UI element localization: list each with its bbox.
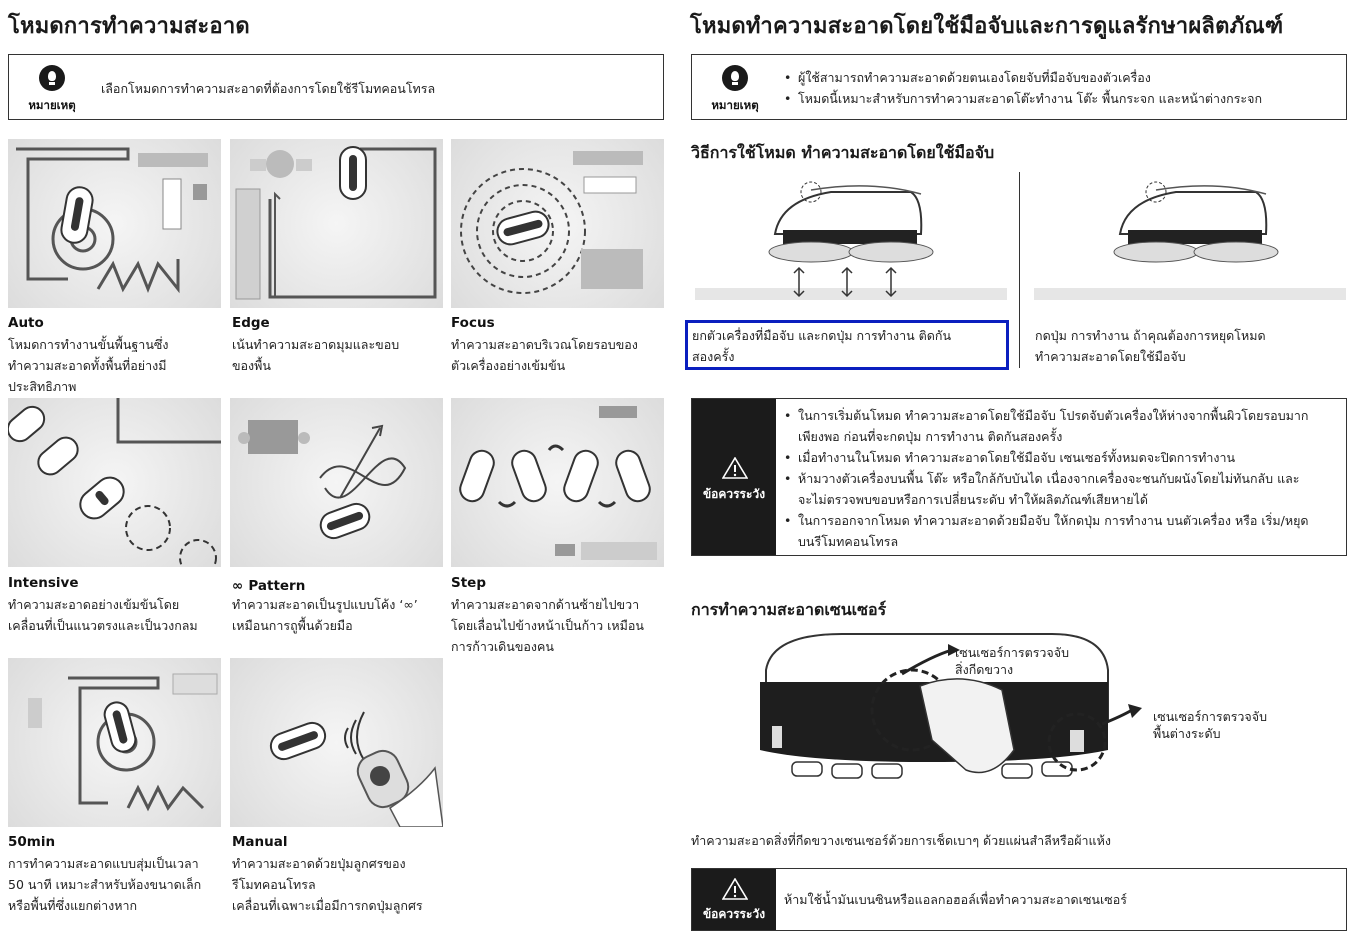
mode-name-50min: 50min [8,834,56,850]
step2-line: กดปุ่ม การทำงาน ถ้าคุณต้องการหยุดโหมด [1035,328,1266,343]
desc-line: ทำความสะอาดด้วยปุ่มลูกศรของ [232,856,406,871]
desc-line: ตัวเครื่องอย่างเข้มข้น [451,358,566,373]
mode-name-focus: Focus [451,315,495,331]
lightbulb-icon [39,65,65,91]
desc-line: 50 นาที เหมาะสำหรับห้องขนาดเล็ก [8,877,202,892]
infinity-icon: ∞ [232,578,244,594]
right-page-title: โหมดทำความสะอาดโดยใช้มือจับและการดูแลรักษาผลิตภัณฑ์ [690,14,1284,39]
mode-name-edge: Edge [232,315,270,331]
desc-line: ประสิทธิภาพ [8,379,77,394]
step1-line: ยกตัวเครื่องที่มือจับ และกดปุ่ม การทำงาน ติดกัน [692,328,952,343]
step-robots [457,447,653,504]
note-text: เลือกโหมดการทำความสะอาดที่ต้องการโดยใช้รีโมทคอนโทรล [101,81,436,96]
edge-mode-illustration [230,139,443,308]
mode-name-step: Step [451,575,486,591]
auto-mode-illustration [8,139,221,308]
cliff-sensor-label [1153,708,1267,742]
sensor-title: การทำความสะอาดเซนเซอร์ [691,600,887,619]
caution-item: • ห้ามวางตัวเครื่องบนพื้น โต๊ะ หรือใกล้กับบันได เนื่องจากเครื่องจะชนกับผนังโดยไม่ทันกลับ และ จะไม่ตรวจพบขอบหรือการเปลี่ยนระดับ ทำให้ผลิตภัณฑ์เสียหายได้ [784,468,1340,510]
caution-box [691,398,1347,556]
step1-text [688,323,1006,367]
mode-desc-edge [232,334,445,376]
caution-list [784,405,1340,552]
desc-line: เน้นทำความสะอาดมุมและขอบ [232,337,400,352]
howto-title: วิธีการใช้โหมด ทำความสะอาดโดยใช้มือจับ [691,143,995,162]
label-line: เซนเซอร์การตรวจจับ [955,645,1070,660]
note-label: หมายเหตุ [28,98,76,112]
step2-line: ทำความสะอาดโดยใช้มือจับ [1035,349,1186,364]
mode-name-intensive: Intensive [8,575,79,591]
caution2-text: ห้ามใช้น้ำมันเบนซินหรือแอลกอฮอล์เพื่อทำความสะอาดเซนเซอร์ [784,892,1127,907]
left-page-title: โหมดการทำความสะอาด [8,14,250,39]
mode-title-pattern-group [232,575,305,594]
desc-line: ทำความสะอาดอย่างเข้มข้นโดย [8,597,180,612]
handle-lift-illustration [691,170,1009,310]
desc-line: ทำความสะอาดทั้งพื้นที่อย่างมี [8,358,167,373]
column-divider [1019,172,1020,368]
note-item: • โหมดนี้เหมาะสำหรับการทำความสะอาดโต๊ะทำงาน โต๊ะ พื้นกระจก และหน้าต่างกระจก [784,88,1262,109]
caution-label-panel [692,869,776,930]
desc-line: โดยเลื่อนไปข้างหน้าเป็นก้าว เหมือน [451,618,644,633]
desc-line: เคลื่อนที่เป็นแนวตรงและเป็นวงกลม [8,618,198,633]
desc-line: หรือพื้นที่ซึ่งแยกต่างหาก [8,898,138,913]
intensive-mode-illustration [8,398,221,567]
note-box [8,54,664,120]
desc-line: รีโมทคอนโทรล [232,877,316,892]
desc-line: ทำความสะอาดบริเวณโดยรอบของ [451,337,638,352]
desc-line: การก้าวเดินของคน [451,639,554,654]
caution-item: • เมื่อทำงานในโหมด ทำความสะอาดโดยใช้มือจับ เซนเซอร์ทั้งหมดจะปิดการทำงาน [784,447,1340,468]
warning-triangle-icon [722,457,748,479]
note-box-right [691,54,1347,120]
note-label: หมายเหตุ [711,98,759,112]
mode-name-auto: Auto [8,315,44,331]
label-line: สิ่งกีดขวาง [955,662,1014,677]
mode-desc-intensive [8,594,221,636]
step2-text [1035,325,1347,367]
pattern-mode-illustration [230,398,443,567]
mode-desc-pattern [232,594,445,636]
caution-label-panel [692,399,776,555]
manual-mode-illustration [230,658,443,827]
obstacle-sensor-label [955,644,1069,678]
mode-desc-50min [8,853,221,916]
caution-label: ข้อควรระวัง [702,907,766,921]
mode-desc-auto [8,334,221,397]
label-line: พื้นต่างระดับ [1153,726,1221,741]
caution-item: • ในการออกจากโหมด ทำความสะอาดด้วยมือจับ ให้กดปุ่ม การทำงาน บนตัวเครื่อง หรือ เริ่ม/หยุด บนรีโมทคอนโทรล [784,510,1340,552]
50min-mode-illustration [8,658,221,827]
desc-line: โหมดการทำงานขั้นพื้นฐานซึ่ง [8,337,169,352]
focus-mode-illustration [451,139,664,308]
mode-name-manual: Manual [232,834,288,850]
step-mode-illustration [451,398,664,567]
mode-desc-focus [451,334,664,376]
step1-line: สองครั้ง [692,349,735,364]
mode-desc-step [451,594,664,657]
lightbulb-icon [722,65,748,91]
sensor-cleaning-text: ทำความสะอาดสิ่งที่กีดขวางเซนเซอร์ด้วยการเช็ดเบาๆ ด้วยแผ่นสำลีหรือผ้าแห้ง [691,833,1111,848]
caution-item: • ในการเริ่มต้นโหมด ทำความสะอาดโดยใช้มือจับ โปรดจับตัวเครื่องให้ห่างจากพื้นผิวโดยรอบมาก เพียงพอ ก่อนที่จะกดปุ่ม การทำงาน ติดกันสองครั้ง [784,405,1340,447]
desc-line: ทำความสะอาดจากด้านซ้ายไปขวา [451,597,640,612]
desc-line: เหมือนการถูพื้นด้วยมือ [232,618,353,633]
desc-line: ของพื้น [232,358,271,373]
caution-label: ข้อควรระวัง [702,487,766,501]
step1-highlight-box [685,320,1009,370]
warning-triangle-icon [722,878,748,900]
desc-line: ทำความสะอาดเป็นรูปแบบโค้ง ‘∞’ [232,597,418,612]
sensor-cleaning-illustration [752,630,1148,790]
desc-line: การทำความสะอาดแบบสุ่มเป็นเวลา [8,856,199,871]
handle-stop-illustration [1030,170,1348,310]
note-item: • ผู้ใช้สามารถทำความสะอาดด้วยตนเองโดยจับที่มือจับของตัวเครื่อง [784,67,1262,88]
mode-name-pattern: Pattern [248,578,306,594]
caution-box-2 [691,868,1347,931]
label-line: เซนเซอร์การตรวจจับ [1153,709,1268,724]
note-icon-group [17,65,87,115]
note-list [784,67,1262,109]
note-icon-group [700,65,770,115]
desc-line: เคลื่อนที่เฉพาะเมื่อมีการกดปุ่มลูกศร [232,898,423,913]
mode-desc-manual [232,853,445,916]
